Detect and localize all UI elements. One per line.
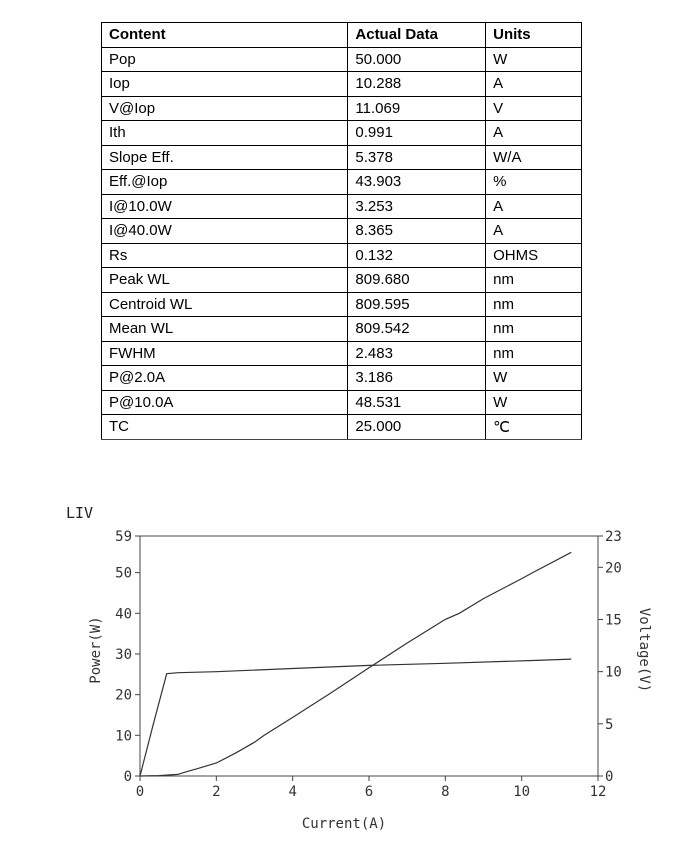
cell-content: Centroid WL [102, 292, 348, 317]
cell-content: Pop [102, 47, 348, 72]
cell-content: I@10.0W [102, 194, 348, 219]
cell-units: A [486, 219, 582, 244]
y2-tick-label: 23 [605, 529, 622, 545]
table-row [102, 268, 582, 293]
table-row [102, 145, 582, 170]
cell-content: Slope Eff. [102, 145, 348, 170]
table-row [102, 390, 582, 415]
table-row [102, 121, 582, 146]
x-tick-label: 8 [441, 784, 450, 800]
table-row [102, 292, 582, 317]
plot-frame [140, 536, 598, 776]
cell-actual-data: 809.542 [348, 317, 486, 342]
cell-actual-data: 0.991 [348, 121, 486, 146]
cell-units: nm [486, 292, 582, 317]
cell-units: OHMS [486, 243, 582, 268]
y-tick-label: 50 [115, 565, 132, 582]
x-axis-label: Current(A) [301, 816, 387, 832]
cell-units: A [486, 194, 582, 219]
cell-units: nm [486, 268, 582, 293]
y-tick-label: 59 [115, 529, 132, 545]
y2-tick-label: 20 [605, 560, 622, 577]
table-row [102, 170, 582, 195]
x-tick-label: 2 [212, 784, 221, 800]
cell-actual-data: 3.186 [348, 366, 486, 391]
table-row [102, 341, 582, 366]
cell-units: A [486, 121, 582, 146]
y2-tick-label: 15 [605, 612, 622, 629]
x-tick-label: 4 [288, 784, 297, 800]
y2-tick-label: 0 [605, 769, 614, 785]
table-row [102, 243, 582, 268]
x-tick-label: 0 [135, 784, 145, 800]
y-tick-label: 10 [115, 728, 132, 745]
cell-content: Mean WL [102, 317, 348, 342]
cell-content: FWHM [102, 341, 348, 366]
table-row [102, 72, 582, 97]
cell-content: P@10.0A [102, 390, 348, 415]
cell-actual-data: 3.253 [348, 194, 486, 219]
cell-content: Eff.@Iop [102, 170, 348, 195]
cell-units: V [486, 96, 582, 121]
cell-actual-data: 8.365 [348, 219, 486, 244]
table-header-row [102, 23, 582, 48]
cell-actual-data: 11.069 [348, 96, 486, 121]
cell-content: V@Iop [102, 96, 348, 121]
y-tick-label: 0 [123, 769, 132, 785]
cell-units: W [486, 366, 582, 391]
y-tick-label: 30 [115, 646, 132, 663]
cell-actual-data: 48.531 [348, 390, 486, 415]
chart-series [140, 552, 571, 776]
cell-actual-data: 25.000 [348, 415, 486, 440]
power-curve [140, 552, 571, 776]
chart-axes [140, 536, 598, 776]
y-tick-label: 20 [115, 687, 132, 704]
spec-table [101, 22, 582, 440]
table-row [102, 219, 582, 244]
cell-actual-data: 2.483 [348, 341, 486, 366]
cell-units: % [486, 170, 582, 195]
header-content: Content [102, 23, 348, 48]
cell-content: Peak WL [102, 268, 348, 293]
header-units: Units [486, 23, 582, 48]
cell-content: Iop [102, 72, 348, 97]
cell-actual-data: 43.903 [348, 170, 486, 195]
table-row [102, 366, 582, 391]
cell-units: W [486, 47, 582, 72]
cell-units: ℃ [486, 415, 582, 440]
y2-tick-label: 10 [605, 664, 622, 681]
y2-tick-label: 5 [605, 716, 614, 733]
cell-actual-data: 10.288 [348, 72, 486, 97]
liv-chart [0, 490, 700, 843]
cell-content: I@40.0W [102, 219, 348, 244]
cell-units: nm [486, 341, 582, 366]
y2-axis-label: Voltage(V) [636, 607, 652, 693]
header-actual-data: Actual Data [348, 23, 486, 48]
cell-actual-data: 0.132 [348, 243, 486, 268]
cell-units: W/A [486, 145, 582, 170]
cell-units: nm [486, 317, 582, 342]
table-row [102, 317, 582, 342]
y-tick-label: 40 [115, 606, 132, 623]
chart-ticks [115, 529, 622, 800]
table-row [102, 96, 582, 121]
cell-units: A [486, 72, 582, 97]
cell-actual-data: 5.378 [348, 145, 486, 170]
table-row [102, 47, 582, 72]
table-row [102, 194, 582, 219]
cell-content: TC [102, 415, 348, 440]
y-axis-label: Power(W) [88, 616, 104, 684]
chart-title: LIV [66, 504, 94, 522]
cell-actual-data: 809.680 [348, 268, 486, 293]
cell-units: W [486, 390, 582, 415]
x-tick-label: 6 [364, 784, 374, 800]
cell-actual-data: 809.595 [348, 292, 486, 317]
cell-actual-data: 50.000 [348, 47, 486, 72]
table-row [102, 415, 582, 440]
x-tick-label: 10 [513, 784, 531, 800]
cell-content: P@2.0A [102, 366, 348, 391]
cell-content: Ith [102, 121, 348, 146]
cell-content: Rs [102, 243, 348, 268]
x-tick-label: 12 [589, 784, 607, 800]
